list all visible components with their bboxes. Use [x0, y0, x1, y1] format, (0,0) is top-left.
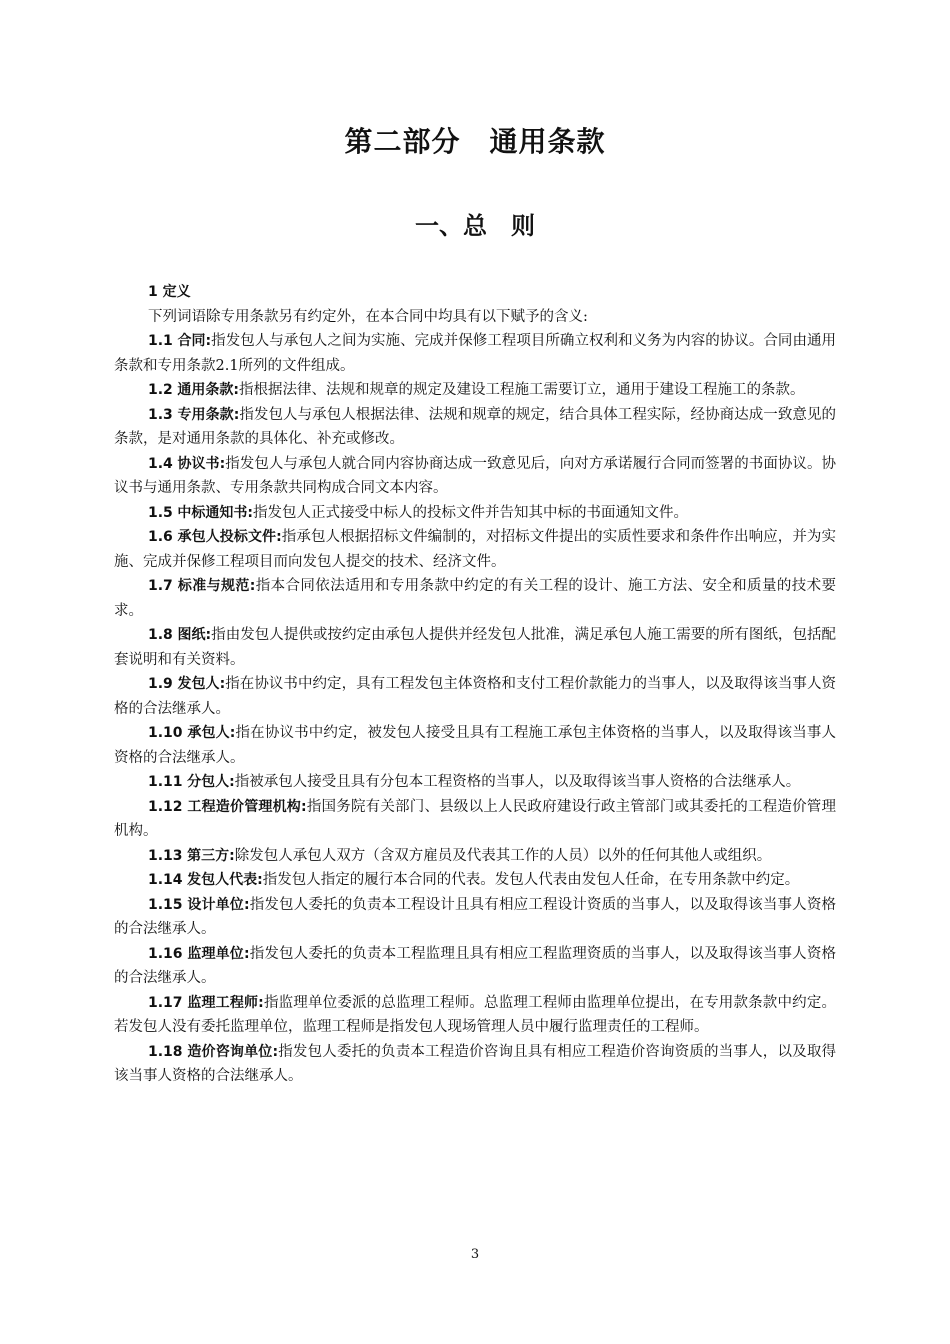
definition-text: 指发包人委托的负责本工程监理且具有相应工程监理资质的当事人，以及取得该当事人资格的合法继承人。: [114, 945, 837, 986]
definition-item: [114, 329, 836, 378]
definition-number: 1.4: [148, 455, 173, 472]
definition-item: [114, 378, 836, 403]
definition-text: 指在协议书中约定，被发包人接受且具有工程施工承包主体资格的当事人，以及取得该当事人资格的合法继承人。: [114, 725, 837, 766]
definition-text: 指发包人与承包人就合同内容协商达成一致意见后，向对方承诺履行合同而签署的书面协议。协议书与通用条款、专用条款共同构成合同文本内容。: [114, 455, 836, 496]
definition-text: 除发包人承包人双方（含双方雇员及代表其工作的人员）以外的任何其他人或组织。: [234, 847, 772, 864]
definition-term: 承包人投标文件:: [177, 529, 282, 545]
definition-number: 1.13: [148, 847, 183, 864]
definition-item: [114, 1040, 836, 1089]
definition-text: 指发包人委托的负责本工程设计且具有相应工程设计资质的当事人，以及取得该当事人资格的合法继承人。: [114, 896, 837, 937]
definition-number: 1.5: [148, 504, 173, 521]
definition-text: 指发包人正式接受中标人的投标文件并告知其中标的书面通知文件。: [253, 504, 689, 521]
definition-term: 专用条款:: [177, 406, 240, 423]
definition-text: 指由发包人提供或按约定由承包人提供并经发包人批准，满足承包人施工需要的所有图纸，包括配套说明和有关资料。: [114, 627, 837, 668]
definition-term: 图纸:: [177, 627, 212, 643]
body-text: [114, 280, 836, 1089]
definition-number: 1.3: [148, 406, 173, 423]
definition-number: 1.17: [148, 994, 183, 1011]
definition-list: [114, 329, 836, 1089]
definition-term: 发包人:: [177, 676, 226, 692]
definition-item: [114, 672, 836, 721]
definition-number: 1.18: [148, 1043, 183, 1060]
definition-term: 第三方:: [187, 847, 235, 864]
definition-term: 监理单位:: [187, 945, 250, 962]
definition-term: 发包人代表:: [187, 872, 263, 888]
definition-term: 合同:: [177, 333, 212, 349]
definition-item: [114, 893, 836, 942]
definition-text: 指根据法律、法规和规章的规定及建设工程施工需要订立，通用于建设工程施工的条款。: [239, 382, 805, 398]
definition-text: 指承包人根据招标文件编制的，对招标文件提出的实质性要求和条件作出响应，并为实施、完成并保修工程项目而向发包人提交的技术、经济文件。: [114, 529, 836, 570]
definition-item: [114, 844, 836, 869]
definition-number: 1.16: [148, 945, 183, 962]
definition-number: 1.15: [148, 896, 183, 913]
definition-text: 指发包人指定的履行本合同的代表。发包人代表由发包人任命，在专用条款中约定。: [262, 872, 800, 888]
definition-term: 设计单位:: [187, 896, 250, 913]
definition-number: 1.2: [148, 382, 173, 398]
definition-term: 造价咨询单位:: [187, 1043, 279, 1060]
definition-item: [114, 501, 836, 526]
definition-item: [114, 795, 836, 844]
definition-number: 1.14: [148, 872, 183, 888]
definition-number: 1.6: [148, 529, 173, 545]
definition-item: [114, 868, 836, 893]
definition-item: [114, 721, 836, 770]
definition-number: 1.9: [148, 676, 173, 692]
definition-text: 指国务院有关部门、县级以上人民政府建设行政主管部门或其委托的工程造价管理机构。: [114, 798, 837, 839]
definition-item: [114, 525, 836, 574]
definition-term: 协议书:: [177, 455, 226, 472]
definition-item: [114, 403, 836, 452]
definition-item: [114, 942, 836, 991]
definition-text: 指监理单位委派的总监理工程师。总监理工程师由监理单位提出，在专用款条款中约定。若发包人没有委托监理单位，监理工程师是指发包人现场管理人员中履行监理责任的工程师。: [114, 994, 836, 1035]
definition-number: 1.10: [148, 725, 183, 741]
intro-paragraph: 下列词语除专用条款另有约定外，在本合同中均具有以下赋予的含义:: [148, 308, 588, 325]
definition-term: 中标通知书:: [177, 504, 254, 521]
definition-term: 工程造价管理机构:: [187, 798, 307, 815]
definition-item: [114, 991, 836, 1040]
definition-number: 1.11: [148, 774, 183, 790]
definition-text: 指被承包人接受且具有分包本工程资格的当事人，以及取得该当事人资格的合法继承人。: [234, 774, 801, 790]
definition-term: 标准与规范:: [177, 578, 256, 594]
definition-number: 1.7: [148, 578, 173, 594]
definition-term: 分包人:: [187, 774, 235, 790]
definition-number: 1.12: [148, 798, 183, 815]
definition-term: 承包人:: [187, 725, 236, 741]
definition-number: 1.1: [148, 333, 173, 349]
chapter-title: 一、总 则: [415, 212, 535, 240]
definition-item: [114, 770, 836, 795]
definition-number: 1.8: [148, 627, 173, 643]
page-number: 3: [470, 1247, 480, 1262]
definition-item: [114, 574, 836, 623]
part-title: 第二部分 通用条款: [344, 125, 606, 158]
definition-term: 监理工程师:: [187, 994, 264, 1011]
definition-text: 指本合同依法适用和专用条款中约定的有关工程的设计、施工方法、安全和质量的技术要求。: [114, 578, 836, 619]
definition-text: 指在协议书中约定，具有工程发包主体资格和支付工程价款能力的当事人，以及取得该当事人资格的合法继承人。: [114, 676, 836, 717]
definition-text: 指发包人委托的负责本工程造价咨询且具有相应工程造价咨询资质的当事人，以及取得该当事人资格的合法继承人。: [114, 1043, 836, 1084]
definition-text: 指发包人与承包人根据法律、法规和规章的规定，结合具体工程实际，经协商达成一致意见的条款，是对通用条款的具体化、补充或修改。: [114, 406, 837, 447]
definition-item: [114, 452, 836, 501]
definition-text: 指发包人与承包人之间为实施、完成并保修工程项目所确立权利和义务为内容的协议。合同由通用条款和专用条款2.1所列的文件组成。: [114, 333, 837, 374]
section-heading: 1 定义: [148, 284, 191, 300]
definition-item: [114, 623, 836, 672]
definition-term: 通用条款:: [177, 382, 240, 398]
